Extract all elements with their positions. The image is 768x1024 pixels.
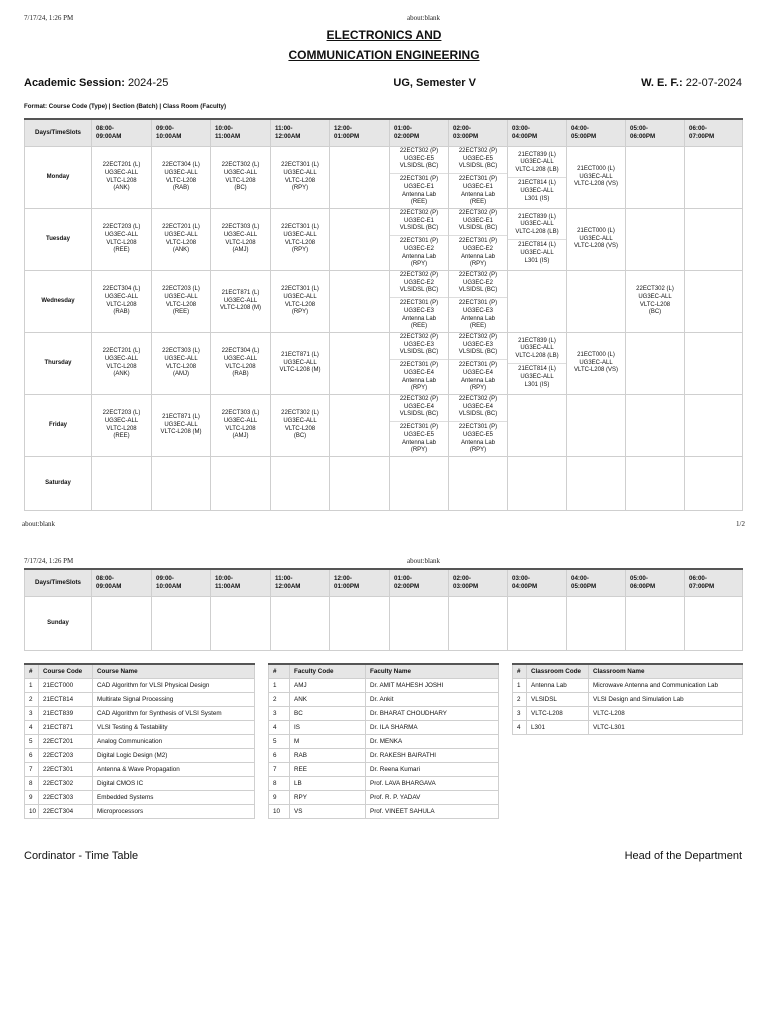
print-url-p2: about:blank xyxy=(407,557,441,565)
class-entry: 22ECT302 (L) UG3EC-ALL VLTC-L208 (BC) xyxy=(636,285,674,316)
class-entry: 21ECT000 (L) UG3EC-ALL VLTC-L208 (VS) xyxy=(574,351,618,374)
day-row xyxy=(25,395,743,457)
timeslot-cell xyxy=(330,597,390,651)
header-timeslot: 01:00- 02:00PM xyxy=(390,569,449,597)
day-row xyxy=(25,271,743,333)
faculty-cell: RAB xyxy=(290,749,366,763)
timeslot-cell xyxy=(390,395,449,457)
timeslot-cell xyxy=(685,147,743,209)
header-timeslot: 10:00- 11:00AM xyxy=(211,119,271,147)
faculty-cell: 5 xyxy=(269,735,290,749)
timeslot-cell xyxy=(92,333,152,395)
day-row xyxy=(25,597,743,651)
faculty-cell: LB xyxy=(290,777,366,791)
courses-cell: 1 xyxy=(25,679,39,693)
courses-cell: 22ECT301 xyxy=(39,763,93,777)
table-row xyxy=(25,693,255,707)
table-row xyxy=(25,679,255,693)
classrooms-cell: Antenna Lab xyxy=(527,679,589,693)
day-label: Thursday xyxy=(25,333,92,395)
day-row xyxy=(25,209,743,271)
classrooms-cell: 1 xyxy=(513,679,527,693)
table-row xyxy=(25,777,255,791)
table-row xyxy=(269,721,499,735)
timeslot-cell xyxy=(390,333,449,395)
class-entry: 22ECT303 (L) UG3EC-ALL VLTC-L208 (AMJ) xyxy=(162,347,200,378)
timeslot-cell xyxy=(330,147,390,209)
class-entry: 22ECT203 (L) UG3EC-ALL VLTC-L208 (REE) xyxy=(102,223,141,254)
table-row xyxy=(25,791,255,805)
class-entry: 22ECT304 (L) UG3EC-ALL VLTC-L208 (RAB) xyxy=(102,285,141,316)
table-row xyxy=(269,693,499,707)
table-row xyxy=(513,721,743,735)
timetable-sunday xyxy=(24,568,743,651)
header-timeslot: 09:00- 10:00AM xyxy=(152,569,211,597)
class-entry: 22ECT201 (L) UG3EC-ALL VLTC-L208 (ANK) xyxy=(102,347,141,378)
timeslot-cell xyxy=(449,271,508,333)
academic-session: Academic Session: 2024-25 xyxy=(24,77,169,89)
timeslot-cell xyxy=(685,395,743,457)
header-timeslot: 10:00- 11:00AM xyxy=(211,569,271,597)
faculty-cell: 8 xyxy=(269,777,290,791)
courses-cell: Digital Logic Design (M2) xyxy=(93,749,255,763)
timeslot-cell xyxy=(508,271,567,333)
timeslot-cell xyxy=(211,271,271,333)
timeslot-cell xyxy=(271,457,330,511)
page-title-line2: COMMUNICATION ENGINEERING xyxy=(288,48,480,62)
faculty-cell: Dr. MENKA xyxy=(366,735,499,749)
class-entry: 21ECT871 (L) UG3EC-ALL VLTC-L208 (M) xyxy=(220,289,261,312)
table-row xyxy=(269,791,499,805)
courses-cell: VLSI Testing & Testability xyxy=(93,721,255,735)
header-timeslot: 06:00- 07:00PM xyxy=(685,569,743,597)
faculty-cell: 10 xyxy=(269,805,290,819)
classrooms-cell: 2 xyxy=(513,693,527,707)
courses-cell: 22ECT304 xyxy=(39,805,93,819)
courses-cell: 21ECT839 xyxy=(39,707,93,721)
timeslot-cell xyxy=(508,597,567,651)
timeslot-cell xyxy=(152,271,211,333)
class-entry: 21ECT000 (L) UG3EC-ALL VLTC-L208 (VS) xyxy=(574,165,618,188)
day-label: Saturday xyxy=(25,457,92,511)
timeslot-cell xyxy=(626,271,685,333)
print-datetime-p2: 7/17/24, 1:26 PM xyxy=(24,557,74,565)
faculty-cell: 9 xyxy=(269,791,290,805)
format-legend: Format: Course Code (Type) | Section (Batch) | Class Room (Faculty) xyxy=(24,103,227,110)
header-timeslot: 08:00- 09:00AM xyxy=(92,569,152,597)
classrooms-cell: VLTC-L208 xyxy=(527,707,589,721)
faculty-table xyxy=(268,663,499,819)
timeslot-cell xyxy=(685,333,743,395)
header-timeslot: 03:00- 04:00PM xyxy=(508,119,567,147)
courses-header: Course Code xyxy=(39,664,93,679)
courses-cell: Embedded Systems xyxy=(93,791,255,805)
print-datetime: 7/17/24, 1:26 PM xyxy=(24,14,74,22)
day-row xyxy=(25,457,743,511)
header-timeslot: 04:00- 05:00PM xyxy=(567,119,626,147)
table-row xyxy=(25,707,255,721)
timeslot-cell xyxy=(152,147,211,209)
timeslot-cell xyxy=(211,395,271,457)
class-entry: 22ECT301 (P) UG3EC-E1 Antenna Lab (REE) xyxy=(449,173,507,207)
class-entry: 22ECT302 (P) UG3EC-E2 VLSIDSL (BC) xyxy=(458,271,498,294)
timeslot-cell xyxy=(152,597,211,651)
timeslot-cell xyxy=(92,271,152,333)
classrooms-header: Classroom Name xyxy=(589,664,743,679)
page-number: 1/2 xyxy=(736,520,745,528)
timeslot-cell xyxy=(271,333,330,395)
timeslot-cell xyxy=(508,209,567,271)
class-entry: 22ECT203 (L) UG3EC-ALL VLTC-L208 (REE) xyxy=(162,285,200,316)
header-timeslot: 05:00- 06:00PM xyxy=(626,119,685,147)
class-entry: 21ECT839 (L) UG3EC-ALL VLTC-L208 (LB) xyxy=(515,151,559,174)
courses-cell: 4 xyxy=(25,721,39,735)
timeslot-cell xyxy=(449,457,508,511)
class-entry: 22ECT301 (L) UG3EC-ALL VLTC-L208 (RPY) xyxy=(281,223,319,254)
courses-header: # xyxy=(25,664,39,679)
courses-cell: 21ECT814 xyxy=(39,693,93,707)
table-row xyxy=(269,679,499,693)
courses-cell: 3 xyxy=(25,707,39,721)
class-entry: 22ECT304 (L) UG3EC-ALL VLTC-L208 (RAB) xyxy=(221,347,260,378)
class-entry: 22ECT302 (P) UG3EC-E4 VLSIDSL (BC) xyxy=(458,395,498,418)
timeslot-cell xyxy=(211,457,271,511)
day-row xyxy=(25,147,743,209)
classrooms-cell: 3 xyxy=(513,707,527,721)
timeslot-cell xyxy=(271,395,330,457)
timeslot-cell xyxy=(330,209,390,271)
faculty-cell: Dr. RAKESH BAIRATHI xyxy=(366,749,499,763)
class-entry: 22ECT302 (P) UG3EC-E4 VLSIDSL (BC) xyxy=(399,395,439,418)
timeslot-cell xyxy=(567,457,626,511)
timeslot-cell xyxy=(390,597,449,651)
courses-cell: 5 xyxy=(25,735,39,749)
timeslot-cell xyxy=(211,147,271,209)
faculty-cell: Dr. Reena Kumari xyxy=(366,763,499,777)
page-footer-url: about:blank xyxy=(22,520,56,528)
timeslot-cell xyxy=(92,147,152,209)
class-entry: 22ECT302 (P) UG3EC-E3 VLSIDSL (BC) xyxy=(458,333,498,356)
timeslot-cell xyxy=(271,209,330,271)
faculty-cell: RPY xyxy=(290,791,366,805)
timeslot-cell xyxy=(152,333,211,395)
timeslot-cell xyxy=(567,147,626,209)
faculty-cell: REE xyxy=(290,763,366,777)
day-label: Tuesday xyxy=(25,209,92,271)
timeslot-cell xyxy=(330,271,390,333)
faculty-cell: 3 xyxy=(269,707,290,721)
signature-hod: Head of the Department xyxy=(624,850,742,862)
timeslot-cell xyxy=(211,333,271,395)
class-entry: 21ECT839 (L) UG3EC-ALL VLTC-L208 (LB) xyxy=(515,213,559,236)
class-entry: 22ECT301 (L) UG3EC-ALL VLTC-L208 (RPY) xyxy=(281,161,319,192)
timeslot-cell xyxy=(390,209,449,271)
class-entry: 22ECT302 (L) UG3EC-ALL VLTC-L208 (BC) xyxy=(221,161,260,192)
courses-cell: 21ECT000 xyxy=(39,679,93,693)
class-entry: 22ECT301 (P) UG3EC-E2 Antenna Lab (RPY) xyxy=(390,235,448,269)
timeslot-cell xyxy=(271,147,330,209)
day-label: Wednesday xyxy=(25,271,92,333)
table-row xyxy=(25,763,255,777)
timeslot-cell xyxy=(449,209,508,271)
faculty-cell: 7 xyxy=(269,763,290,777)
day-label: Monday xyxy=(25,147,92,209)
timeslot-cell xyxy=(685,457,743,511)
class-entry: 22ECT302 (P) UG3EC-E1 VLSIDSL (BC) xyxy=(399,209,439,232)
classrooms-table xyxy=(512,663,743,735)
header-timeslot: 02:00- 03:00PM xyxy=(449,569,508,597)
faculty-cell: Dr. ILA SHARMA xyxy=(366,721,499,735)
faculty-cell: Prof. LAVA BHARGAVA xyxy=(366,777,499,791)
header-timeslot: 05:00- 06:00PM xyxy=(626,569,685,597)
wef-date: W. E. F.: 22-07-2024 xyxy=(641,77,742,89)
timeslot-cell xyxy=(152,395,211,457)
faculty-header: Faculty Code xyxy=(290,664,366,679)
table-row xyxy=(513,679,743,693)
class-entry: 22ECT201 (L) UG3EC-ALL VLTC-L208 (ANK) xyxy=(162,223,200,254)
header-timeslot: 03:00- 04:00PM xyxy=(508,569,567,597)
timeslot-cell xyxy=(685,597,743,651)
program-semester: UG, Semester V xyxy=(393,77,476,89)
class-entry: 22ECT302 (L) UG3EC-ALL VLTC-L208 (BC) xyxy=(281,409,319,440)
timeslot-cell xyxy=(211,597,271,651)
timeslot-cell xyxy=(92,597,152,651)
faculty-cell: Dr. AMIT MAHESH JOSHI xyxy=(366,679,499,693)
faculty-cell: Prof. R. P. YADAV xyxy=(366,791,499,805)
timeslot-cell xyxy=(330,395,390,457)
classrooms-cell: L301 xyxy=(527,721,589,735)
timeslot-cell xyxy=(508,333,567,395)
classrooms-header: Classroom Code xyxy=(527,664,589,679)
classrooms-cell: VLSIDSL xyxy=(527,693,589,707)
faculty-cell: 2 xyxy=(269,693,290,707)
table-row xyxy=(25,805,255,819)
table-row xyxy=(269,749,499,763)
header-timeslot: 08:00- 09:00AM xyxy=(92,119,152,147)
timeslot-cell xyxy=(567,333,626,395)
class-entry: 22ECT301 (P) UG3EC-E5 Antenna Lab (RPY) xyxy=(390,421,448,455)
courses-cell: 9 xyxy=(25,791,39,805)
classrooms-cell: VLTC-L208 xyxy=(589,707,743,721)
classrooms-cell: 4 xyxy=(513,721,527,735)
timeslot-cell xyxy=(626,333,685,395)
timeslot-cell xyxy=(685,271,743,333)
faculty-cell: Dr. BHARAT CHOUDHARY xyxy=(366,707,499,721)
courses-table xyxy=(24,663,255,819)
courses-cell: CAD Algorithm for Synthesis of VLSI System xyxy=(93,707,255,721)
courses-cell: Digital CMOS IC xyxy=(93,777,255,791)
header-timeslot: 01:00- 02:00PM xyxy=(390,119,449,147)
courses-cell: CAD Algorithm for VLSI Physical Design xyxy=(93,679,255,693)
day-label: Sunday xyxy=(25,597,92,651)
class-entry: 22ECT302 (P) UG3EC-E2 VLSIDSL (BC) xyxy=(399,271,439,294)
courses-cell: 22ECT203 xyxy=(39,749,93,763)
day-label: Friday xyxy=(25,395,92,457)
class-entry: 21ECT000 (L) UG3EC-ALL VLTC-L208 (VS) xyxy=(574,227,618,250)
timeslot-cell xyxy=(449,147,508,209)
timeslot-cell xyxy=(330,333,390,395)
class-entry: 21ECT871 (L) UG3EC-ALL VLTC-L208 (M) xyxy=(160,413,202,436)
timeslot-cell xyxy=(330,457,390,511)
faculty-cell: ANK xyxy=(290,693,366,707)
timeslot-cell xyxy=(92,457,152,511)
day-row xyxy=(25,333,743,395)
header-timeslot: 11:00- 12:00AM xyxy=(271,569,330,597)
timeslot-cell xyxy=(152,209,211,271)
faculty-cell: Dr. Ankit xyxy=(366,693,499,707)
classrooms-cell: VLSI Design and Simulation Lab xyxy=(589,693,743,707)
timeslot-cell xyxy=(567,597,626,651)
timeslot-cell xyxy=(390,271,449,333)
timeslot-cell xyxy=(92,209,152,271)
class-entry: 22ECT301 (P) UG3EC-E4 Antenna Lab (RPY) xyxy=(449,359,507,393)
header-timeslot: 04:00- 05:00PM xyxy=(567,569,626,597)
table-row xyxy=(269,805,499,819)
class-entry: 22ECT301 (P) UG3EC-E1 Antenna Lab (REE) xyxy=(390,173,448,207)
class-entry: 22ECT303 (L) UG3EC-ALL VLTC-L208 (AMJ) xyxy=(221,223,260,254)
courses-cell: 22ECT302 xyxy=(39,777,93,791)
class-entry: 22ECT301 (P) UG3EC-E3 Antenna Lab (REE) xyxy=(449,297,507,331)
courses-cell: Antenna & Wave Propagation xyxy=(93,763,255,777)
timeslot-cell xyxy=(626,457,685,511)
class-entry: 22ECT301 (P) UG3EC-E3 Antenna Lab (REE) xyxy=(390,297,448,331)
header-timeslot: 09:00- 10:00AM xyxy=(152,119,211,147)
timetable xyxy=(24,118,743,511)
table-row xyxy=(25,749,255,763)
table-row xyxy=(269,707,499,721)
courses-cell: 7 xyxy=(25,763,39,777)
signature-coordinator: Cordinator - Time Table xyxy=(24,850,139,862)
header-timeslot: 12:00- 01:00PM xyxy=(330,569,390,597)
class-entry: 22ECT301 (P) UG3EC-E4 Antenna Lab (RPY) xyxy=(390,359,448,393)
class-entry: 22ECT302 (P) UG3EC-E5 VLSIDSL (BC) xyxy=(458,147,498,170)
courses-cell: 6 xyxy=(25,749,39,763)
timeslot-cell xyxy=(626,147,685,209)
classrooms-header: # xyxy=(513,664,527,679)
courses-cell: 10 xyxy=(25,805,39,819)
class-entry: 22ECT302 (P) UG3EC-E5 VLSIDSL (BC) xyxy=(399,147,439,170)
header-timeslot: 11:00- 12:00AM xyxy=(271,119,330,147)
class-entry: 22ECT203 (L) UG3EC-ALL VLTC-L208 (REE) xyxy=(102,409,141,440)
faculty-cell: 6 xyxy=(269,749,290,763)
class-entry: 21ECT814 (L) UG3EC-ALL L301 (IS) xyxy=(508,363,566,389)
table-row xyxy=(25,721,255,735)
timeslot-cell xyxy=(508,457,567,511)
timeslot-cell xyxy=(271,271,330,333)
header-days: Days/TimeSlots xyxy=(25,119,92,147)
faculty-header: # xyxy=(269,664,290,679)
table-row xyxy=(269,777,499,791)
header-timeslot: 12:00- 01:00PM xyxy=(330,119,390,147)
timeslot-cell xyxy=(626,395,685,457)
table-row xyxy=(513,707,743,721)
faculty-cell: Prof. VINEET SAHULA xyxy=(366,805,499,819)
class-entry: 21ECT839 (L) UG3EC-ALL VLTC-L208 (LB) xyxy=(515,337,559,360)
class-entry: 22ECT301 (P) UG3EC-E2 Antenna Lab (RPY) xyxy=(449,235,507,269)
courses-cell: 21ECT871 xyxy=(39,721,93,735)
timeslot-cell xyxy=(211,209,271,271)
class-entry: 22ECT303 (L) UG3EC-ALL VLTC-L208 (AMJ) xyxy=(221,409,260,440)
timeslot-cell xyxy=(567,271,626,333)
header-days: Days/TimeSlots xyxy=(25,569,92,597)
courses-cell: Microprocessors xyxy=(93,805,255,819)
table-row xyxy=(25,735,255,749)
timeslot-cell xyxy=(567,209,626,271)
courses-cell: Multirate Signal Processing xyxy=(93,693,255,707)
faculty-cell: M xyxy=(290,735,366,749)
courses-cell: 22ECT201 xyxy=(39,735,93,749)
classrooms-cell: Microwave Antenna and Communication Lab xyxy=(589,679,743,693)
timeslot-cell xyxy=(508,395,567,457)
table-row xyxy=(513,693,743,707)
timeslot-cell xyxy=(152,457,211,511)
timeslot-cell xyxy=(449,333,508,395)
timeslot-cell xyxy=(508,147,567,209)
courses-cell: 22ECT303 xyxy=(39,791,93,805)
class-entry: 22ECT304 (L) UG3EC-ALL VLTC-L208 (RAB) xyxy=(162,161,200,192)
faculty-cell: 1 xyxy=(269,679,290,693)
class-entry: 22ECT302 (P) UG3EC-E3 VLSIDSL (BC) xyxy=(399,333,439,356)
timeslot-cell xyxy=(626,209,685,271)
courses-cell: 8 xyxy=(25,777,39,791)
timeslot-cell xyxy=(271,597,330,651)
faculty-cell: VS xyxy=(290,805,366,819)
timeslot-cell xyxy=(626,597,685,651)
courses-cell: Analog Communication xyxy=(93,735,255,749)
print-url: about:blank xyxy=(407,14,441,22)
faculty-cell: 4 xyxy=(269,721,290,735)
classrooms-cell: VLTC-L301 xyxy=(589,721,743,735)
timeslot-cell xyxy=(92,395,152,457)
timeslot-cell xyxy=(685,209,743,271)
page-title-line1: ELECTRONICS AND xyxy=(326,28,442,42)
timeslot-cell xyxy=(449,597,508,651)
table-row xyxy=(269,735,499,749)
header-timeslot: 06:00- 07:00PM xyxy=(685,119,743,147)
timeslot-cell xyxy=(390,147,449,209)
class-entry: 21ECT814 (L) UG3EC-ALL L301 (IS) xyxy=(508,239,566,265)
class-entry: 21ECT814 (L) UG3EC-ALL L301 (IS) xyxy=(508,177,566,203)
courses-cell: 2 xyxy=(25,693,39,707)
faculty-cell: BC xyxy=(290,707,366,721)
class-entry: 22ECT301 (P) UG3EC-E5 Antenna Lab (RPY) xyxy=(449,421,507,455)
timeslot-cell xyxy=(449,395,508,457)
faculty-cell: IS xyxy=(290,721,366,735)
class-entry: 22ECT302 (P) UG3EC-E1 VLSIDSL (BC) xyxy=(458,209,498,232)
courses-header: Course Name xyxy=(93,664,255,679)
session-row xyxy=(24,77,742,89)
class-entry: 21ECT871 (L) UG3EC-ALL VLTC-L208 (M) xyxy=(279,351,321,374)
faculty-header: Faculty Name xyxy=(366,664,499,679)
header-timeslot: 02:00- 03:00PM xyxy=(449,119,508,147)
class-entry: 22ECT201 (L) UG3EC-ALL VLTC-L208 (ANK) xyxy=(102,161,141,192)
timeslot-cell xyxy=(567,395,626,457)
class-entry: 22ECT301 (L) UG3EC-ALL VLTC-L208 (RPY) xyxy=(281,285,319,316)
table-row xyxy=(269,763,499,777)
timeslot-cell xyxy=(390,457,449,511)
faculty-cell: AMJ xyxy=(290,679,366,693)
